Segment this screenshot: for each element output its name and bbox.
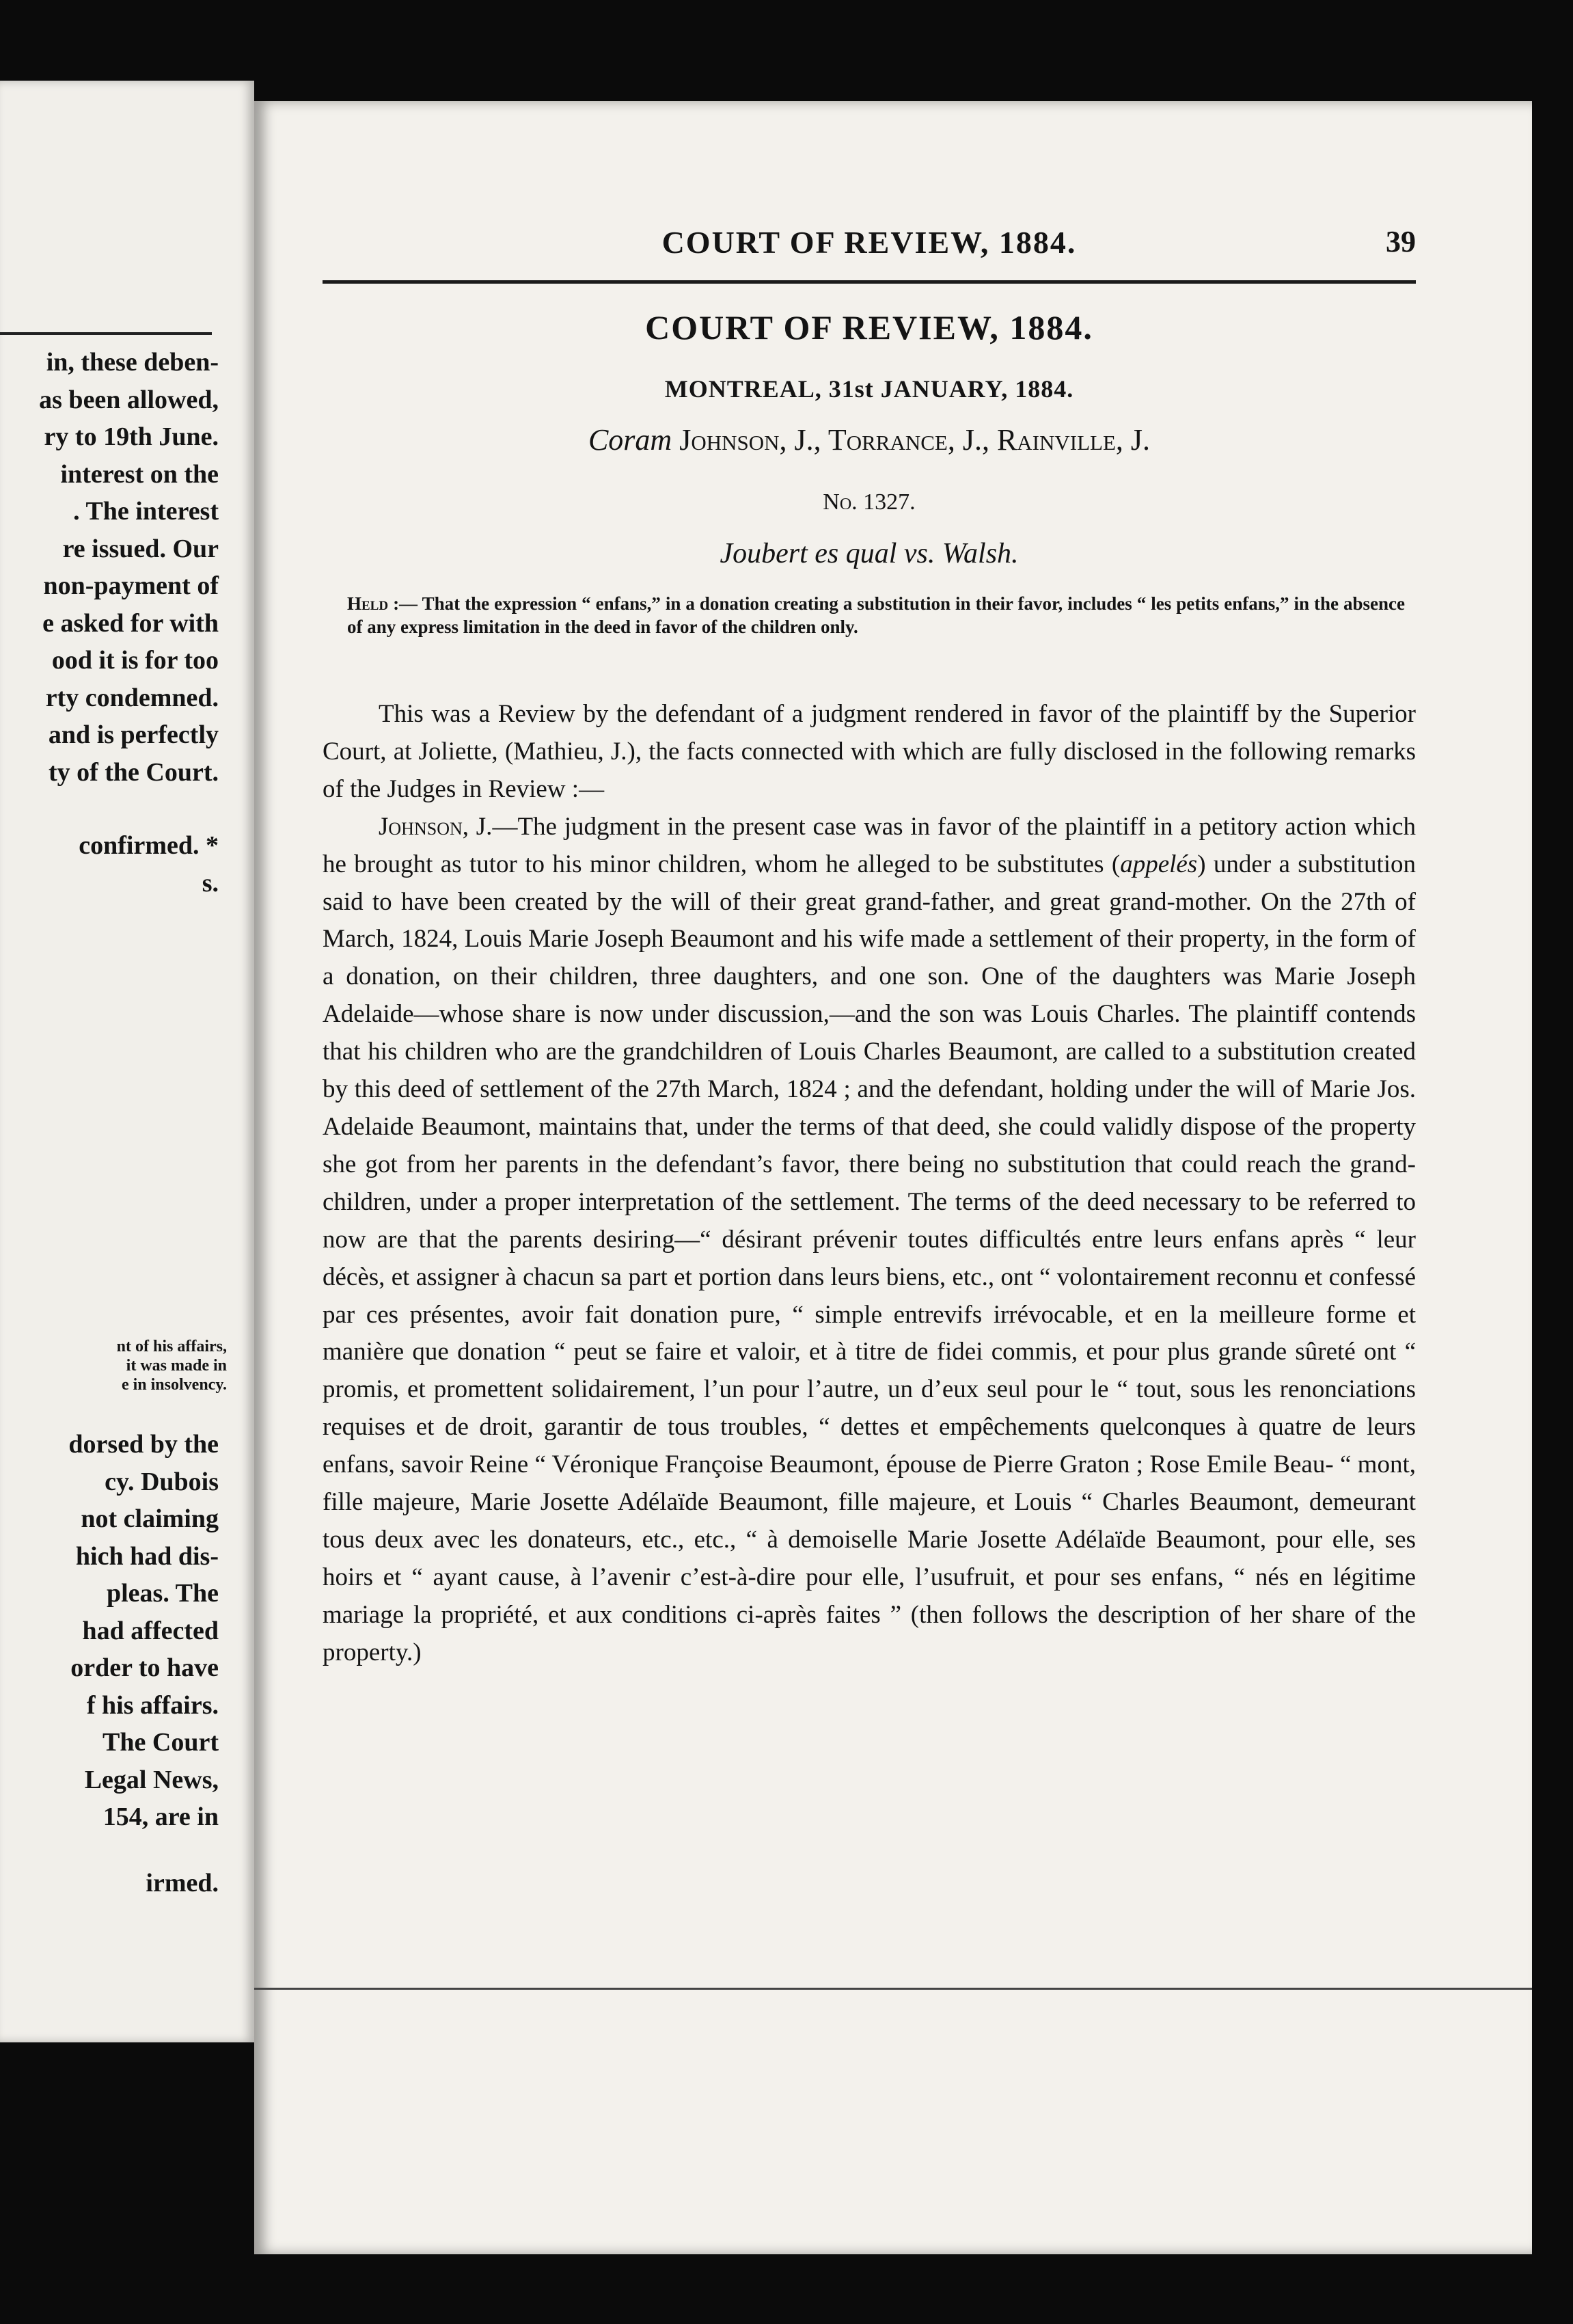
left-line: The Court (102, 1728, 219, 1757)
left-line: order to have (70, 1653, 219, 1682)
left-line: and is perfectly (48, 720, 219, 749)
paragraph-2 (323, 809, 1416, 1672)
document-page (254, 101, 1532, 2254)
left-line: had affected (82, 1616, 219, 1645)
left-line: re issued. Our (62, 534, 219, 563)
left-page-footnote (117, 1337, 227, 1394)
left-line: dorsed by the (68, 1430, 219, 1459)
paragraph-2-italic: appelés (1120, 850, 1198, 878)
left-line: interest on the (60, 459, 219, 489)
left-line: hich had dis- (75, 1541, 219, 1571)
case-parties: Joubert es qual vs. Walsh. (720, 538, 1019, 569)
left-page-block-5 (146, 1865, 219, 1902)
footer-rule (254, 1988, 1532, 1990)
coram-line (323, 422, 1416, 457)
left-page-rule (0, 332, 212, 335)
left-line: not claiming (81, 1504, 219, 1533)
left-line: . The interest (73, 497, 219, 526)
body-text (323, 696, 1416, 1672)
left-line: confirmed. * (79, 831, 219, 860)
case-heading: COURT OF REVIEW, 1884. (645, 308, 1093, 347)
coram-word: Coram (588, 423, 672, 457)
left-line: it was made in (126, 1357, 227, 1375)
left-line: pleas. The (106, 1579, 219, 1608)
left-line: cy. Dubois (105, 1467, 219, 1496)
headnote (347, 592, 1405, 638)
held-label: Held :— (347, 593, 418, 614)
left-line: ry to 19th June. (44, 422, 219, 451)
left-line: s. (202, 868, 219, 897)
left-line: nt of his affairs, (116, 1338, 227, 1355)
paragraph-2-text-a: —The judgment in the present case was in favor of the plaintiff in a petitory action which he brought as tutor to his minor children, whom he alleged to be substitutes ( (323, 812, 1416, 878)
left-line: rty condemned. (45, 683, 219, 712)
left-page-block-4 (68, 1426, 219, 1836)
left-line: irmed. (146, 1869, 219, 1897)
paragraph-2-text-b: ) under a substitution said to have been created by the will of their great grand-father, and great grand-mother. On the 27th of March, 1824, Louis Marie Joseph Beaumont and his wife made a settlement of their property, in the form of a donation, on their children, three daughters, and one son. One of the daughters was Marie Joseph Adelaide—whose share is now under discussion,—and the son was Louis Charles. The plaintiff contends that his children who are the grandchildren of Louis Charles Beaumont, are called to a substitution created by this deed of settlement of the 27th March, 1824 ; and the defendant, holding under the will of Marie Jos. Adelaide Beaumont, maintains that, under the terms of that deed, she could validly dispose of the property she got from her parents in the defendant’s favor, there being no substitution that could reach the grand-children, under a proper interpretation of the settlement. The terms of the deed necessary to be referred to now are that the parents desiring—“ désirant prévenir toutes difficultés entre leurs enfans après “ leur décès, et assigner à chacun sa part et portion dans leurs biens, etc., ont “ volontairement reconnu et confessé par ces présentes, avoir fait donation pure, “ simple entrevifs irrévocable, et en la meilleure forme et manière que donation “ peut se faire et valoir, et à titre de fidei commis, et pour plus grande sûreté ont “ promis, et promettent solidairement, l’un pour l’autre, un d’eux seul pour le “ tout, sous les renonciations requises et de droit, garantir de tous troubles, “ dettes et empêchements quelconques à quatre de leurs enfans, savoir Reine “ Véronique Françoise Beaumont, épouse de Pierre Graton ; Rose Emile Beau- “ mont, fille majeure, Marie Josette Adélaïde Beaumont, fille majeure, et Louis “ Charles Beaumont, demeurant tous deux avec les donateurs, etc., etc., “ à demoiselle Marie Josette Adélaïde Beaumont, pour elle, ses hoirs et “ ayant cause, à l’avenir c’est-à-dire pour elle, l’usufruit, et pour ses enfans, “ nés en légitime mariage la propriété, et aux conditions ci-après faites ” (then follows the description of her share of the property.) (323, 850, 1417, 1666)
paragraph-1: This was a Review by the defendant of a judgment rendered in favor of the plaintiff by the Superior Court, at Joliette, (Mathieu, J.), the facts connected with which are fully disclosed in the following remarks of the Judges in Review :— (323, 700, 1416, 803)
left-line: e in insolvency. (121, 1376, 227, 1394)
left-page-block-2 (79, 827, 219, 902)
judges: Johnson, J., Torrance, J., Rainville, J. (679, 423, 1151, 457)
left-line: f his affairs. (86, 1690, 219, 1720)
running-head-title: COURT OF REVIEW, 1884. (661, 225, 1077, 260)
left-line: non-payment of (43, 571, 219, 600)
page-number: 39 (1386, 225, 1416, 258)
left-line: e asked for with (42, 608, 219, 638)
header-rule (323, 280, 1416, 284)
left-line: 154, are in (102, 1802, 219, 1831)
running-head (323, 224, 1416, 265)
left-line: Legal News, (84, 1765, 219, 1794)
left-page-block-1 (39, 344, 219, 791)
case-number: No. 1327. (823, 489, 916, 515)
place-date: MONTREAL, 31st JANUARY, 1884. (664, 375, 1074, 403)
left-line: as been allowed, (39, 385, 219, 414)
held-text: That the expression “ enfans,” in a donation creating a substitution in their favor, includes “ les petits enfans,” in the absence of any express limitation in the deed in favor of the children only. (347, 593, 1405, 637)
left-page-fragment (0, 81, 254, 2042)
judge-name: Johnson, J. (379, 812, 493, 841)
left-line: ood it is for too (51, 646, 219, 675)
left-line: in, these deben- (46, 348, 219, 377)
left-line: ty of the Court. (48, 757, 219, 787)
